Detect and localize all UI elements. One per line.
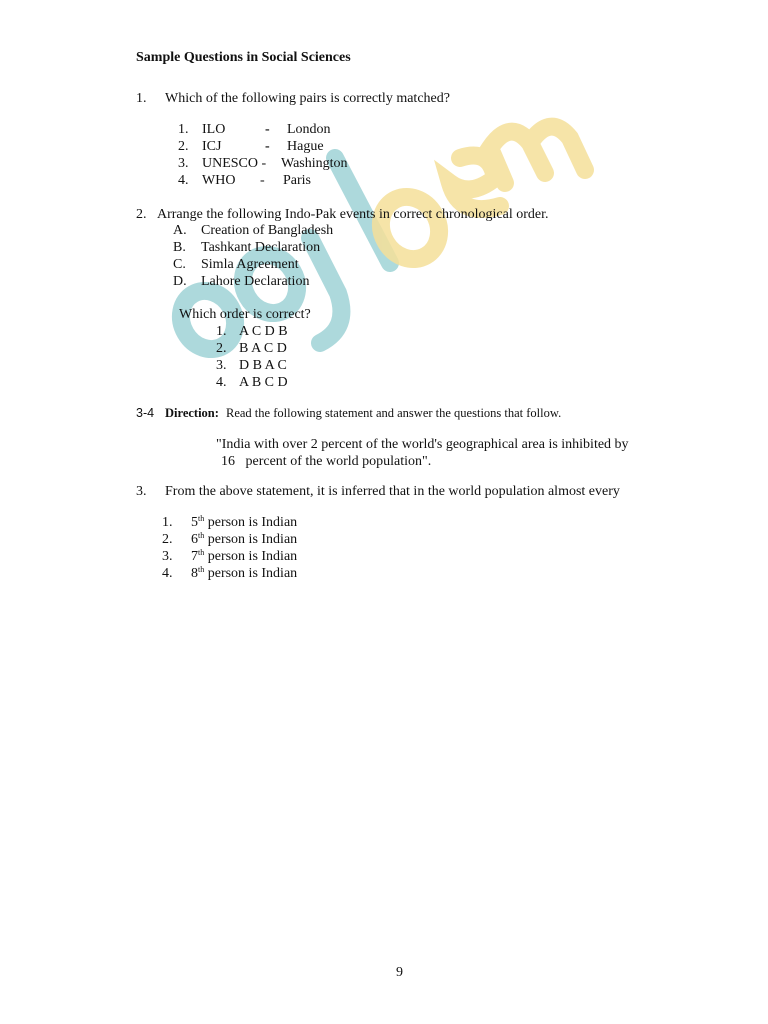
option-number: 1. bbox=[162, 515, 173, 530]
option-number: 2. bbox=[178, 139, 189, 154]
statement-line-2: 16 percent of the world population". bbox=[221, 454, 432, 469]
question-number: 1. bbox=[136, 91, 147, 106]
event-letter: B. bbox=[173, 240, 186, 255]
question-number: 2. bbox=[136, 207, 147, 222]
option-left: ILO bbox=[202, 122, 226, 137]
question-text: Which of the following pairs is correctly matched? bbox=[165, 91, 450, 106]
option-text: 6th person is Indian bbox=[191, 531, 298, 547]
option-right: Washington bbox=[281, 156, 348, 171]
option-text: 5th person is Indian bbox=[191, 514, 298, 530]
direction-text: Read the following statement and answer the questions that follow. bbox=[226, 406, 562, 420]
question-text: From the above statement, it is inferred that in the world population almost every bbox=[165, 484, 620, 499]
option-number: 3. bbox=[162, 549, 173, 564]
option-right: Hague bbox=[287, 139, 324, 154]
option-number: 3. bbox=[178, 156, 189, 171]
page-number: 9 bbox=[396, 965, 403, 980]
order-number: 1. bbox=[216, 324, 227, 339]
question-number: 3. bbox=[136, 484, 147, 499]
event-letter: D. bbox=[173, 274, 187, 289]
option-text: 8th person is Indian bbox=[191, 565, 298, 581]
order-number: 3. bbox=[216, 358, 227, 373]
option-number: 1. bbox=[178, 122, 189, 137]
option-left: ICJ bbox=[202, 139, 222, 154]
order-text: B A C D bbox=[239, 341, 287, 356]
event-text: Creation of Bangladesh bbox=[201, 223, 334, 238]
order-text: D B A C bbox=[239, 358, 287, 373]
option-separator: - bbox=[260, 173, 265, 188]
order-prompt: Which order is correct? bbox=[179, 307, 311, 322]
order-text: A B C D bbox=[239, 375, 288, 390]
option-number: 2. bbox=[162, 532, 173, 547]
event-text: Lahore Declaration bbox=[201, 274, 310, 289]
event-letter: A. bbox=[173, 223, 187, 238]
page-title: Sample Questions in Social Sciences bbox=[136, 50, 351, 65]
option-separator: - bbox=[265, 122, 270, 137]
direction-range: 3-4 bbox=[136, 406, 155, 420]
option-number: 4. bbox=[178, 173, 189, 188]
option-right: London bbox=[287, 122, 331, 137]
direction-label: Direction: bbox=[165, 406, 219, 420]
event-text: Tashkant Declaration bbox=[201, 240, 321, 255]
option-number: 4. bbox=[162, 566, 173, 581]
order-number: 2. bbox=[216, 341, 227, 356]
order-number: 4. bbox=[216, 375, 227, 390]
option-separator: - bbox=[265, 139, 270, 154]
event-text: Simla Agreement bbox=[201, 257, 299, 272]
option-text: 7th person is Indian bbox=[191, 548, 298, 564]
option-left: WHO bbox=[202, 173, 236, 188]
statement-line-1: "India with over 2 percent of the world's geographical area is inhibited by bbox=[216, 437, 629, 452]
option-right: Paris bbox=[283, 173, 311, 188]
option-left: UNESCO - bbox=[202, 156, 267, 171]
order-text: A C D B bbox=[239, 324, 288, 339]
question-text: Arrange the following Indo-Pak events in correct chronological order. bbox=[157, 207, 549, 222]
event-letter: C. bbox=[173, 257, 186, 272]
